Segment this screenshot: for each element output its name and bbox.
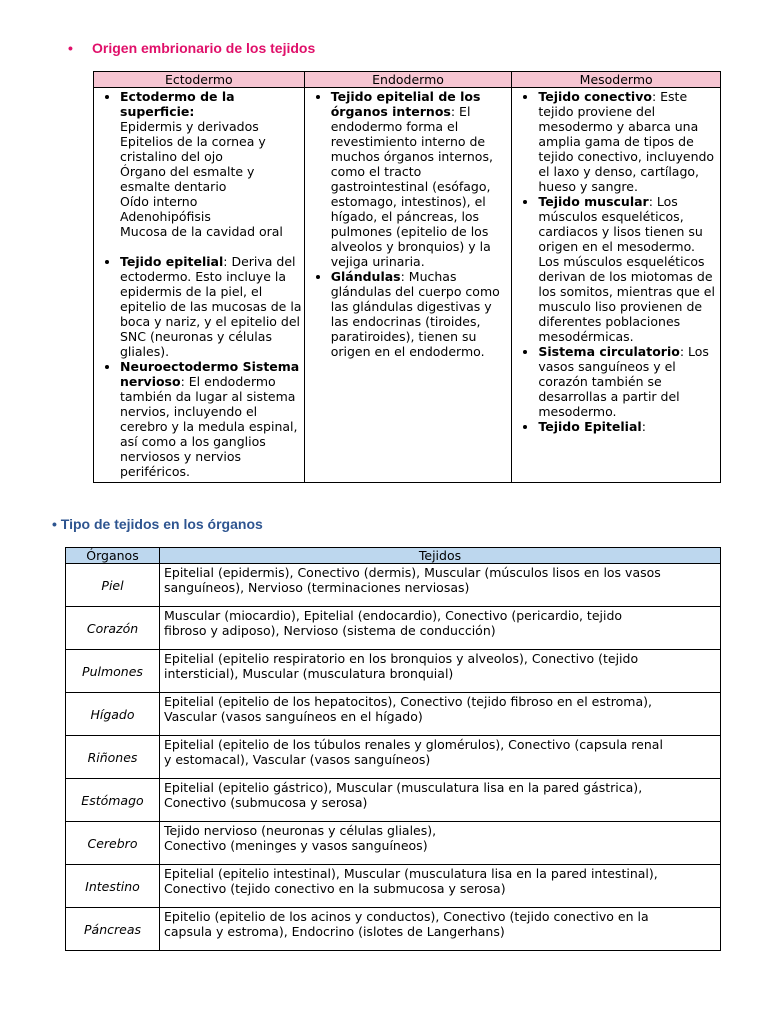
tissue-cell: Epitelial (epitelio de los túbulos renales y glomérulos), Conectivo (capsula renal y estomacal), Vascular (vasos sanguíneos) (160, 736, 721, 779)
header-endodermo: Endodermo (304, 72, 512, 88)
table-row (66, 779, 721, 822)
list-item: • Sistema circulatorio: Los vasos sanguíneos y el corazón también se desarrollas a partir del mesodermo. (538, 344, 718, 419)
tissue-cell: Muscular (miocardio), Epitelial (endocardio), Conectivo (pericardio, tejido fibroso y adiposo), Nervioso (sistema de conducción) (160, 607, 721, 650)
tissue-cell: Epitelio (epitelio de los acinos y conductos), Conectivo (tejido conectivo en la capsula y estroma), Endocrino (islotes de Langerhans) (160, 908, 721, 951)
table-row (66, 564, 721, 607)
section-heading-organs (52, 516, 263, 532)
heading-text: Tipo de tejidos en los órganos (60, 516, 263, 532)
organ-cell: Intestino (66, 865, 160, 908)
bullet-icon: • (68, 40, 73, 56)
tissue-cell: Tejido nervioso (neuronas y células gliales), Conectivo (meninges y vasos sanguíneos) (160, 822, 721, 865)
tissue-cell: Epitelial (epitelio intestinal), Muscular (musculatura lisa en la pared intestinal), Conectivo (tejido conectivo en la submucosa y serosa) (160, 865, 721, 908)
tissue-cell: Epitelial (epitelio respiratorio en los bronquios y alveolos), Conectivo (tejido intersticial), Muscular (musculatura bronquial) (160, 650, 721, 693)
organ-cell: Estómago (66, 779, 160, 822)
list-item: • Tejido Epitelial: (538, 419, 718, 434)
organ-cell: Corazón (66, 607, 160, 650)
table-row (66, 865, 721, 908)
list-item: • Ectodermo de la superficie: Epidermis y derivados Epitelios de la cornea y cristalino del ojo Órgano del esmalte y esmalte dentario Oído interno Adenohipófisis Mucosa de la cavidad oral (120, 89, 302, 254)
table-row (66, 607, 721, 650)
germ-layer-table (93, 71, 721, 483)
tissue-cell: Epitelial (epitelio de los hepatocitos), Conectivo (tejido fibroso en el estroma), Vascular (vasos sanguíneos en el hígado) (160, 693, 721, 736)
organ-cell: Cerebro (66, 822, 160, 865)
header-organos: Órganos (66, 548, 160, 564)
heading-text: Origen embrionario de los tejidos (92, 40, 316, 56)
header-ectodermo: Ectodermo (94, 72, 305, 88)
table-row (66, 822, 721, 865)
header-tejidos: Tejidos (160, 548, 721, 564)
section-heading-origin (68, 40, 315, 56)
list-item: • Tejido epitelial de los órganos internos: El endodermo forma el revestimiento interno de muchos órganos internos, como el tracto gastrointestinal (esófago, estomago, intestinos), el hígado, el páncreas, los pulmones (epitelio de los alveolos y bronquios) y la vejiga urinaria. (331, 89, 510, 269)
endodermo-cell (304, 88, 512, 483)
tissue-cell: Epitelial (epitelio gástrico), Muscular (musculatura lisa en la pared gástrica), Conectivo (submucosa y serosa) (160, 779, 721, 822)
organ-tissue-table (65, 547, 721, 951)
tissue-cell: Epitelial (epidermis), Conectivo (dermis), Muscular (músculos lisos en los vasos sanguíneos), Nervioso (terminaciones nerviosas) (160, 564, 721, 607)
list-item: • Glándulas: Muchas glándulas del cuerpo como las glándulas digestivas y las endocrinas (tiroides, paratiroides), tienen su origen en el endodermo. (331, 269, 510, 359)
organ-cell: Hígado (66, 693, 160, 736)
table-row (66, 736, 721, 779)
organ-cell: Pulmones (66, 650, 160, 693)
mesodermo-cell (512, 88, 721, 483)
organ-cell: Páncreas (66, 908, 160, 951)
table-row (66, 650, 721, 693)
organ-cell: Riñones (66, 736, 160, 779)
list-item: • Tejido conectivo: Este tejido proviene del mesodermo y abarca una amplia gama de tipos de tejido conectivo, incluyendo el laxo y denso, cartílago, hueso y sangre. (538, 89, 718, 194)
list-item: • Tejido muscular: Los músculos esqueléticos, cardiacos y lisos tienen su origen en el mesodermo. Los músculos esqueléticos derivan de los miotomas de los somitos, mientras que el musculo liso provienen de diferentes poblaciones mesodérmicas. (538, 194, 718, 344)
header-mesodermo: Mesodermo (512, 72, 721, 88)
table-row (66, 693, 721, 736)
table-row (66, 908, 721, 951)
organ-cell: Piel (66, 564, 160, 607)
ectodermo-cell (94, 88, 305, 483)
bullet-icon: • (52, 516, 61, 532)
list-item: • Tejido epitelial: Deriva del ectodermo. Esto incluye la epidermis de la piel, el epitelio de las mucosas de la boca y nariz, y el epitelio del SNC (neuronas y células gliales). (120, 254, 302, 359)
list-item: • Neuroectodermo Sistema nervioso: El endodermo también da lugar al sistema nervios, incluyendo el cerebro y la medula espinal, así como a los ganglios nerviosos y nervios periféricos. (120, 359, 302, 479)
